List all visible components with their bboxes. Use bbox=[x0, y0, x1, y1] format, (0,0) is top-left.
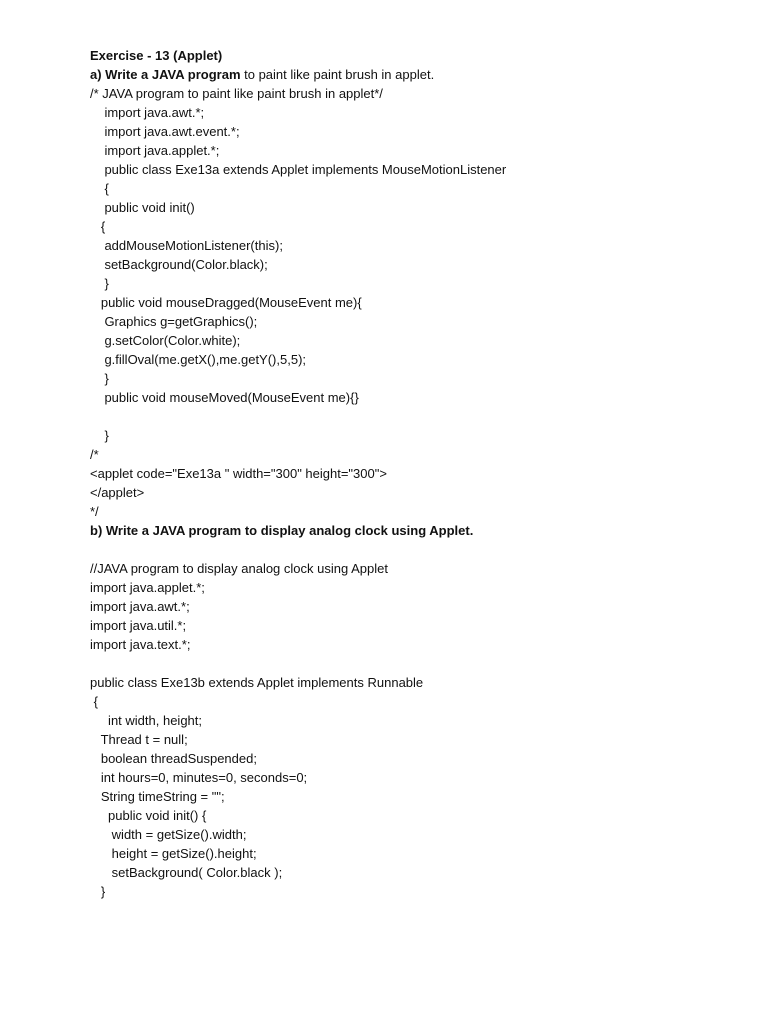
part-a-code-line: g.setColor(Color.white); bbox=[90, 333, 241, 348]
part-a-code-line: public void mouseDragged(MouseEvent me){ bbox=[90, 295, 362, 310]
part-b-code-line bbox=[90, 540, 730, 559]
part-b-code-line: String timeString = ""; bbox=[90, 789, 225, 804]
part-b-code-line: setBackground( Color.black ); bbox=[90, 865, 283, 880]
part-a-code-line: } bbox=[90, 428, 109, 443]
part-a-code-line: public class Exe13a extends Applet implements MouseMotionListener bbox=[90, 162, 507, 177]
part-b-heading bbox=[90, 521, 730, 540]
part-b-code-line: //JAVA program to display analog clock using Applet bbox=[90, 561, 388, 576]
part-a-code-line: public void mouseMoved(MouseEvent me){} bbox=[90, 390, 359, 405]
part-b-code-line: Thread t = null; bbox=[90, 732, 188, 747]
part-b-code-line: int width, height; bbox=[90, 713, 203, 728]
part-a-code-line: } bbox=[90, 371, 109, 386]
part-b-code-line: import java.text.*; bbox=[90, 637, 191, 652]
part-b-code-line: boolean threadSuspended; bbox=[90, 751, 257, 766]
part-a-code-line: </applet> bbox=[90, 485, 145, 500]
part-a-code-line bbox=[90, 407, 730, 426]
part-b-code-line: height = getSize().height; bbox=[90, 846, 257, 861]
part-a-code-line: import java.applet.*; bbox=[90, 143, 220, 158]
part-a-code-line: } bbox=[90, 276, 109, 291]
part-a-code-line: addMouseMotionListener(this); bbox=[90, 238, 283, 253]
part-a-heading-bold: a) Write a JAVA program bbox=[90, 67, 241, 82]
part-a-code-line: <applet code="Exe13a " width="300" height="300"> bbox=[90, 466, 387, 481]
document-body bbox=[90, 46, 730, 901]
part-b-code-line: import java.util.*; bbox=[90, 618, 187, 633]
part-a-code-line: import java.awt.*; bbox=[90, 105, 205, 120]
part-b-code-line: } bbox=[90, 884, 106, 899]
part-a-code-line: g.fillOval(me.getX(),me.getY(),5,5); bbox=[90, 352, 307, 367]
part-b-heading-rest: to display analog clock using Applet. bbox=[241, 523, 474, 538]
part-a-code-line: public void init() bbox=[90, 200, 195, 215]
part-a-code-line: */ bbox=[90, 504, 99, 519]
part-a-heading-rest: to paint like paint brush in applet. bbox=[240, 67, 435, 82]
exercise-title: Exercise - 13 (Applet) bbox=[90, 48, 223, 63]
part-b-code-line: int hours=0, minutes=0, seconds=0; bbox=[90, 770, 308, 785]
part-a-code-line: /* JAVA program to paint like paint brush in applet*/ bbox=[90, 86, 383, 101]
part-a-code-line: Graphics g=getGraphics(); bbox=[90, 314, 258, 329]
part-b-code-line: public class Exe13b extends Applet implements Runnable bbox=[90, 675, 424, 690]
part-b-code-line: import java.awt.*; bbox=[90, 599, 190, 614]
part-a-code-line: setBackground(Color.black); bbox=[90, 257, 268, 272]
part-a-code-line: import java.awt.event.*; bbox=[90, 124, 240, 139]
part-a-heading bbox=[90, 65, 730, 84]
part-a-code-line: { bbox=[90, 181, 109, 196]
part-b-code-block bbox=[90, 540, 730, 901]
part-b-code-line: { bbox=[90, 694, 98, 709]
part-b-code-line: public void init() { bbox=[90, 808, 207, 823]
part-a-code-line: { bbox=[90, 219, 106, 234]
part-a-code-block bbox=[90, 84, 730, 521]
part-b-heading-bold: b) Write a JAVA program bbox=[90, 523, 242, 538]
part-b-code-line: width = getSize().width; bbox=[90, 827, 247, 842]
part-a-code-line: /* bbox=[90, 447, 99, 462]
part-b-code-line: import java.applet.*; bbox=[90, 580, 205, 595]
part-b-code-line bbox=[90, 654, 730, 673]
